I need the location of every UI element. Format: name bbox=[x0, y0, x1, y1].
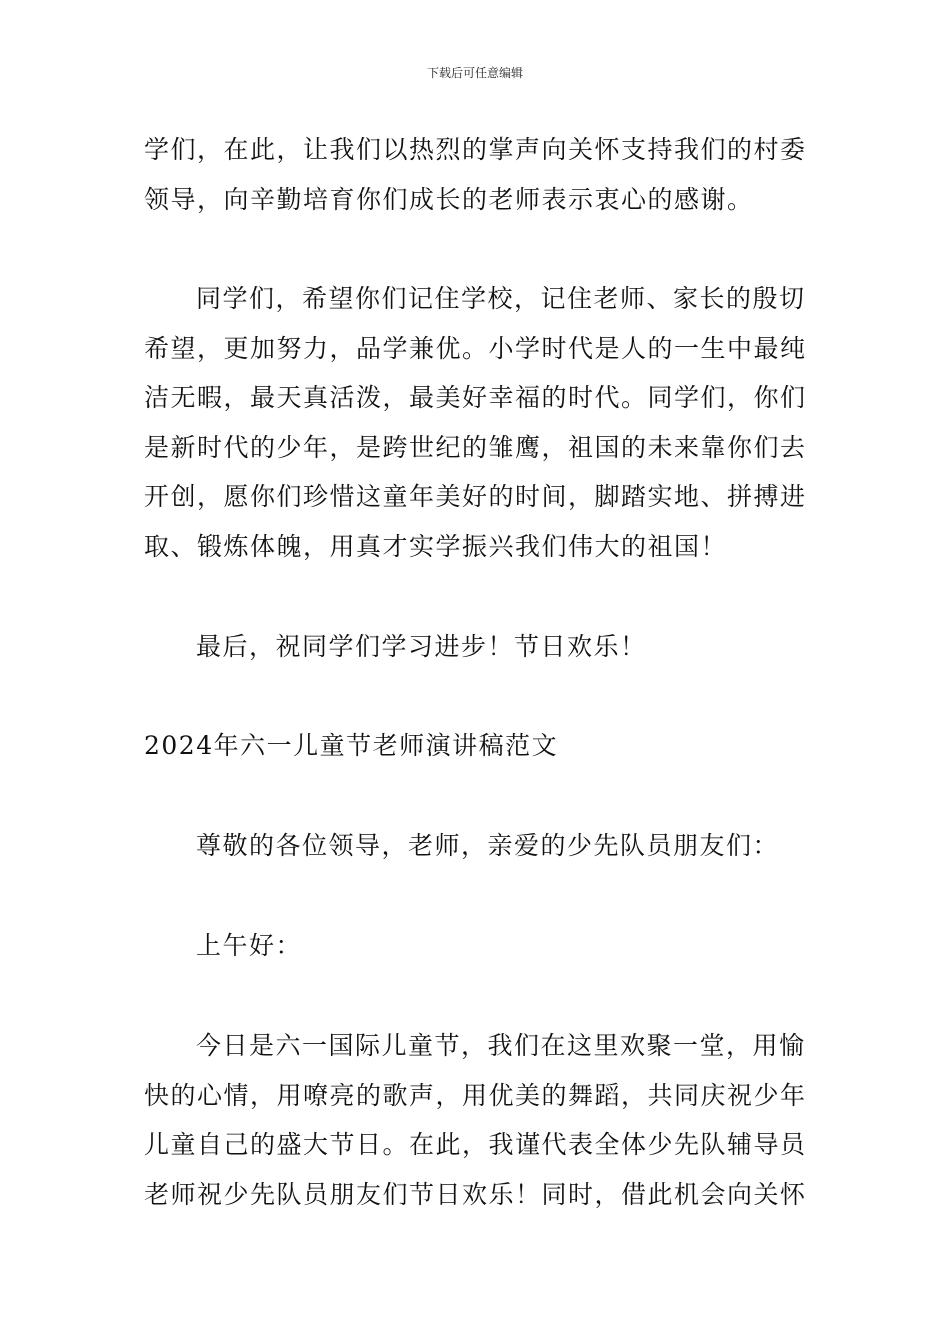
paragraph-closing bbox=[144, 622, 808, 672]
text-line: 老师祝少先队员朋友们节日欢乐！同时，借此机会向关怀 bbox=[144, 1179, 807, 1209]
text-line: 尊敬的各位领导，老师，亲爱的少先队员朋友们： bbox=[196, 831, 780, 860]
text-line: 今日是六一国际儿童节，我们在这里欢聚一堂，用愉 bbox=[196, 1031, 806, 1060]
text-line: 2024年六一儿童节老师演讲稿范文 bbox=[144, 731, 559, 760]
text-line: 儿童自己的盛大节日。在此，我谨代表全体少先队辅导员 bbox=[144, 1130, 807, 1159]
paragraph-hope bbox=[144, 274, 808, 571]
text-line: 开创，愿你们珍惜这童年美好的时间，脚踏实地、拼搏进 bbox=[144, 482, 807, 511]
text-line: 同学们，希望你们记住学校，记住老师、家长的殷切 bbox=[196, 284, 806, 313]
page-header: 下载后可任意编辑 bbox=[426, 66, 523, 80]
paragraph-continuation bbox=[144, 125, 808, 224]
text-line: 快的心情，用嘹亮的歌声，用优美的舞蹈，共同庆祝少年 bbox=[144, 1080, 807, 1110]
paragraph-opening bbox=[144, 1021, 808, 1219]
text-line: 上午好： bbox=[196, 931, 303, 960]
text-line: 是新时代的少年，是跨世纪的雏鹰，祖国的未来靠你们去 bbox=[144, 432, 807, 462]
section-title bbox=[144, 721, 808, 771]
text-line: 洁无暇，最天真活泼，最美好幸福的时代。同学们，你们 bbox=[144, 383, 807, 412]
text-line: 希望，更加努力，品学兼优。小学时代是人的一生中最纯 bbox=[144, 333, 807, 363]
text-line: 最后，祝同学们学习进步！节日欢乐！ bbox=[196, 632, 647, 661]
paragraph-greeting bbox=[144, 921, 808, 971]
paragraph-salutation bbox=[144, 821, 808, 871]
text-line: 取、锻炼体魄，用真才实学振兴我们伟大的祖国！ bbox=[144, 531, 728, 561]
text-line: 学们，在此，让我们以热烈的掌声向关怀支持我们的村委 bbox=[144, 135, 807, 164]
text-line: 领导，向辛勤培育你们成长的老师表示衷心的感谢。 bbox=[144, 184, 754, 214]
